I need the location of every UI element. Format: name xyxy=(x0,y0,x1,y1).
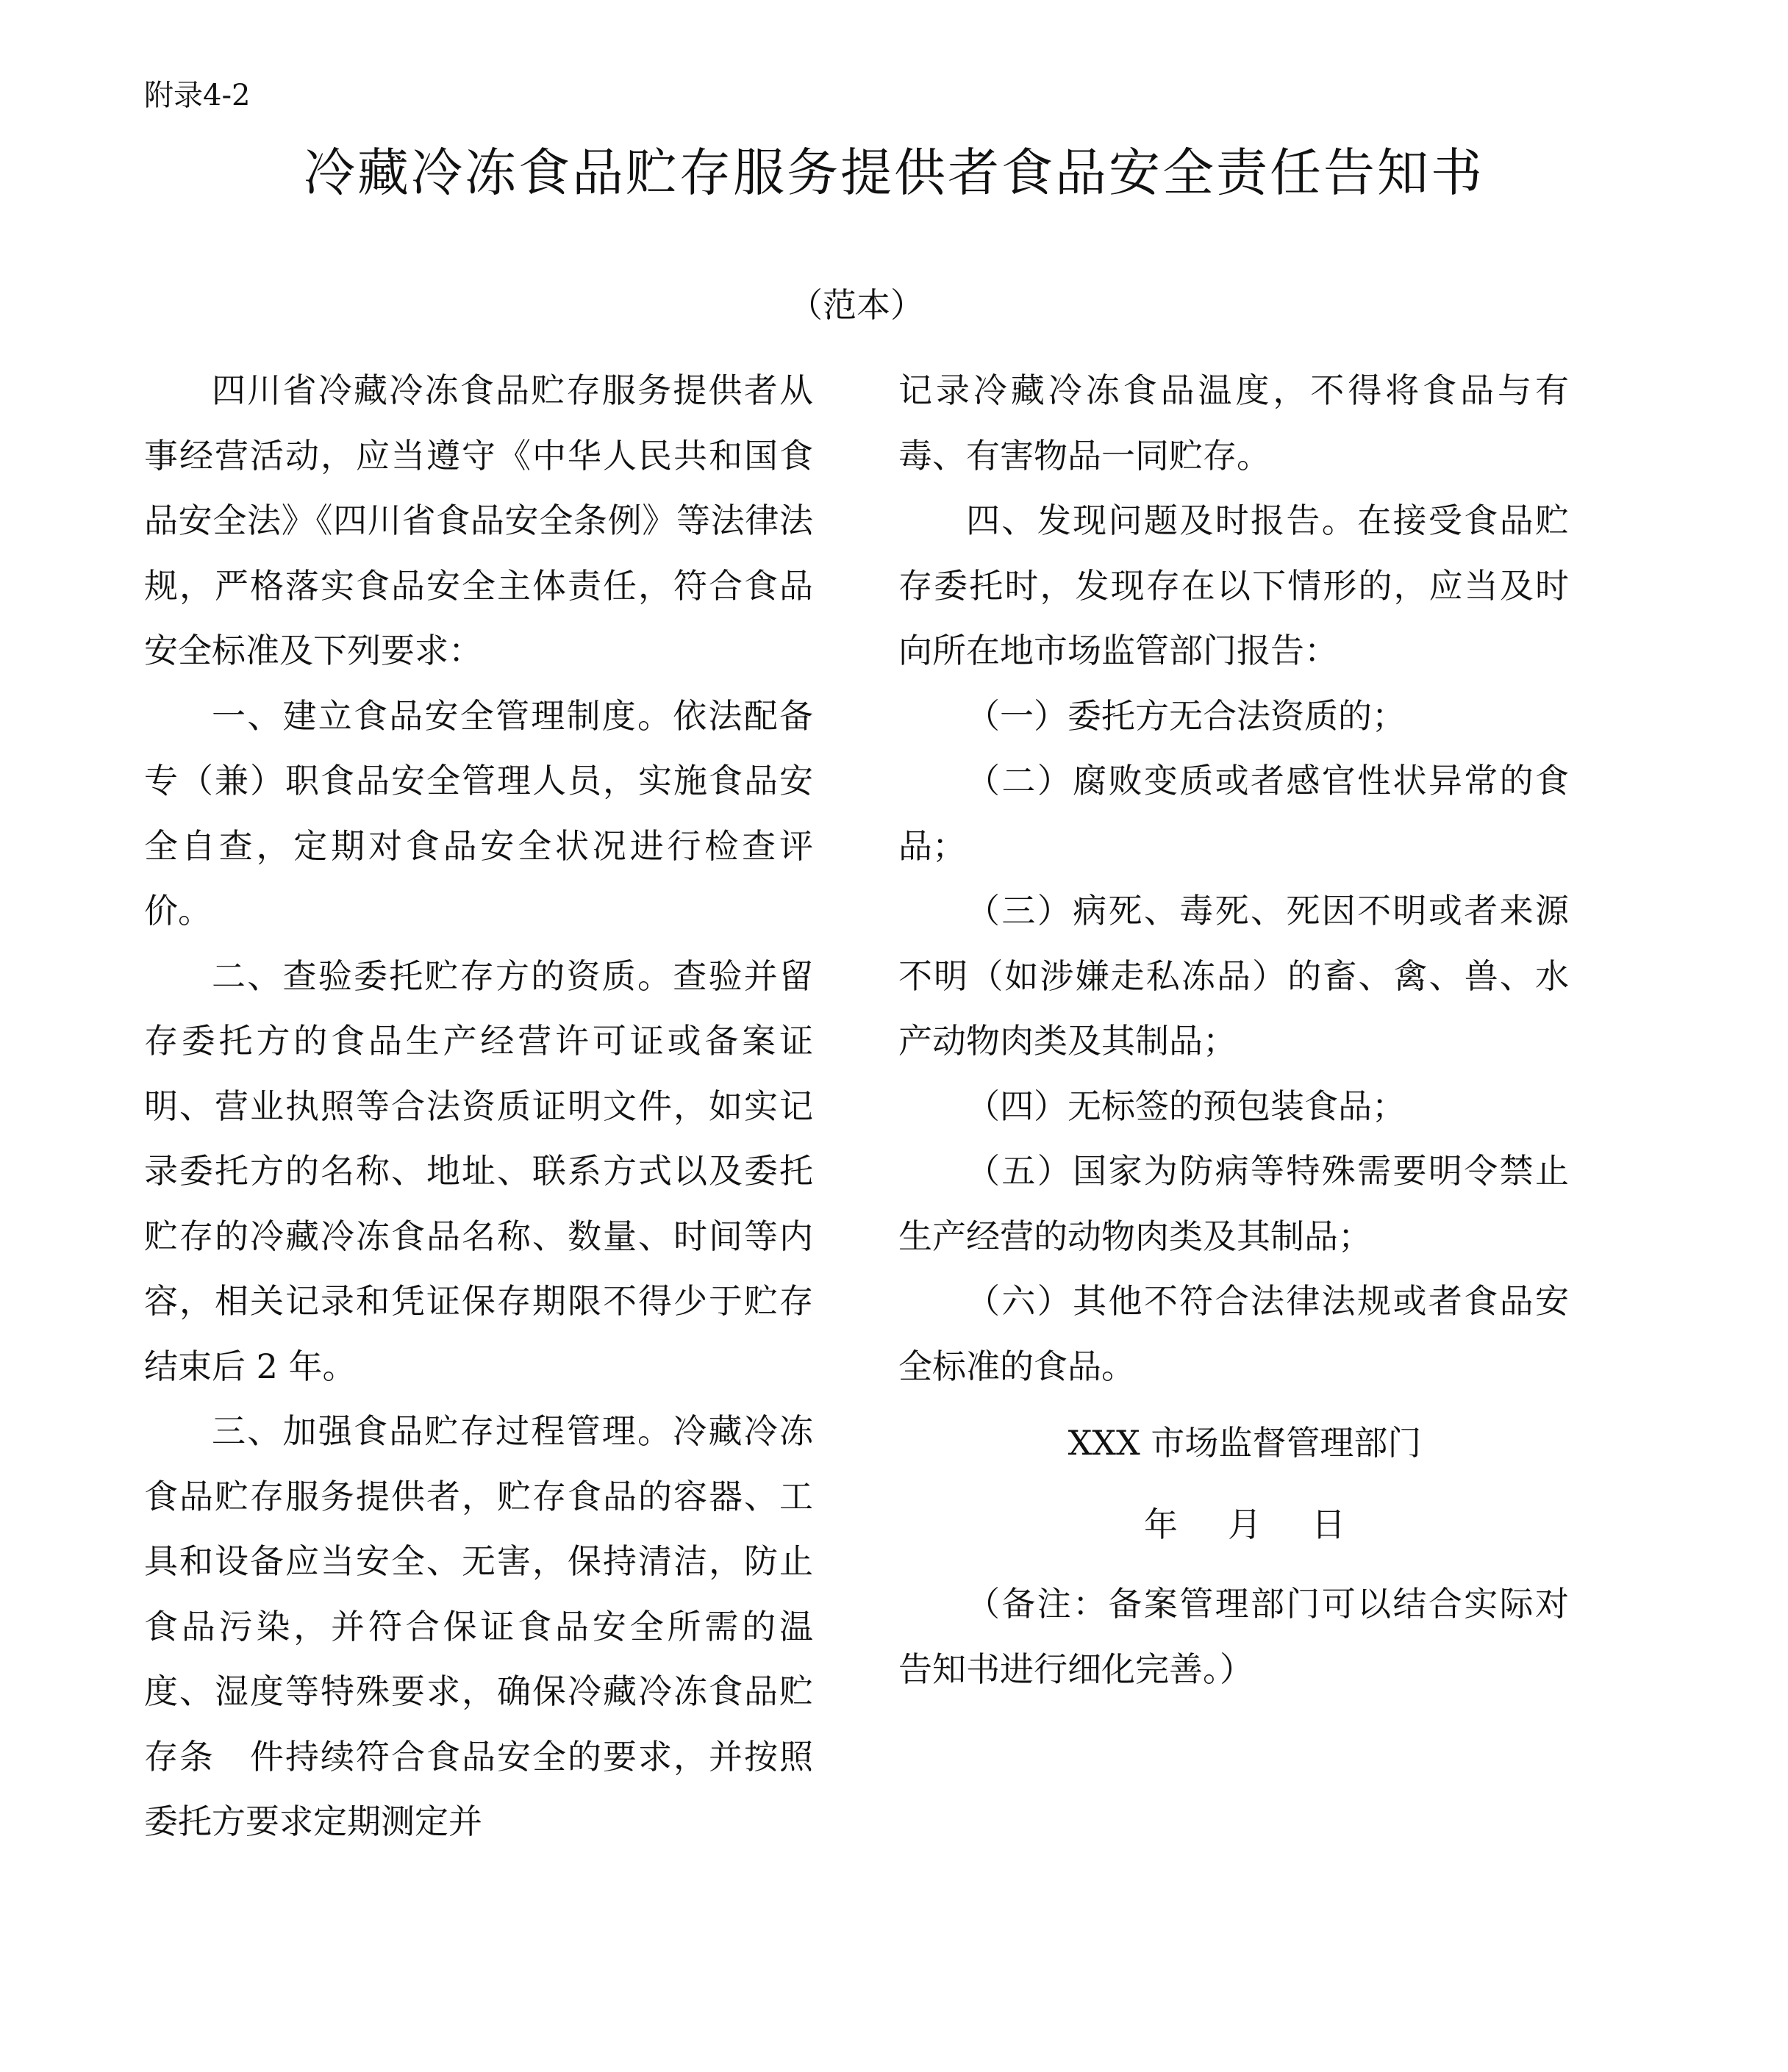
report-case-5: （五）国家为防病等特殊需要明令禁止生产经营的动物肉类及其制品； xyxy=(898,1151,1569,1256)
appendix-label: 附录4-2 xyxy=(144,79,251,112)
requirement-3: 三、加强食品贮存过程管理。冷藏冷冻食品贮存服务提供者，贮存食品的容器、工具和设备应当安全、无害，保持清洁，防止食品污染，并符合保证食品安全所需的温度、湿度等特殊要求，确保冷藏冷冻食品贮存条 件持续符合食品安全的要求，并按照委托方要求定期测定并 xyxy=(144,1411,813,1841)
date-month: 月 xyxy=(1228,1504,1262,1544)
remark-note: （备注：备案管理部门可以结合实际对告知书进行细化完善。） xyxy=(898,1584,1569,1689)
requirement-1: 一、建立食品安全管理制度。依法配备专（兼）职食品安全管理人员，实施食品安全自查，定期对食品安全状况进行检查评价。 xyxy=(144,695,813,931)
left-column xyxy=(144,358,813,1854)
report-case-4: （四）无标签的预包装食品； xyxy=(966,1086,1406,1126)
report-case-6: （六）其他不符合法律法规或者食品安全标准的食品。 xyxy=(898,1281,1569,1386)
date-year: 年 xyxy=(1144,1504,1178,1544)
requirement-2: 二、查验委托贮存方的资质。查验并留存委托方的食品生产经营许可证或备案证明、营业执照等合法资质证明文件，如实记录委托方的名称、地址、联系方式以及委托贮存的冷藏冷冻食品名称、数量、时间等内容，相关记录和凭证保存期限不得少于贮存结束后 2 年。 xyxy=(144,956,813,1386)
requirement-3-continued: 记录冷藏冷冻食品温度，不得将食品与有毒、有害物品一同贮存。 xyxy=(898,370,1569,476)
report-case-1: （一）委托方无合法资质的； xyxy=(966,695,1406,736)
requirement-4: 四、发现问题及时报告。在接受食品贮存委托时，发现存在以下情形的，应当及时向所在地市场监管部门报告： xyxy=(898,501,1569,670)
report-case-3: （三）病死、毒死、死因不明或者来源不明（如涉嫌走私冻品）的畜、禽、兽、水产动物肉类及其制品； xyxy=(898,891,1569,1061)
document-title: 冷藏冷冻食品贮存服务提供者食品安全责任告知书 xyxy=(304,143,1484,203)
report-case-2: （二）腐败变质或者感官性状异常的食品； xyxy=(898,761,1569,866)
date-day: 日 xyxy=(1312,1504,1345,1544)
issue-date xyxy=(898,1492,1569,1557)
right-column xyxy=(898,358,1569,1702)
issuing-authority: XXX 市场监督管理部门 xyxy=(1068,1423,1422,1463)
document-subtitle: （范本） xyxy=(789,285,924,325)
intro-paragraph: 四川省冷藏冷冻食品贮存服务提供者从事经营活动，应当遵守《中华人民共和国食品安全法》《四川省食品安全条例》等法律法规，严格落实食品安全主体责任，符合食品安全标准及下列要求： xyxy=(144,370,813,670)
